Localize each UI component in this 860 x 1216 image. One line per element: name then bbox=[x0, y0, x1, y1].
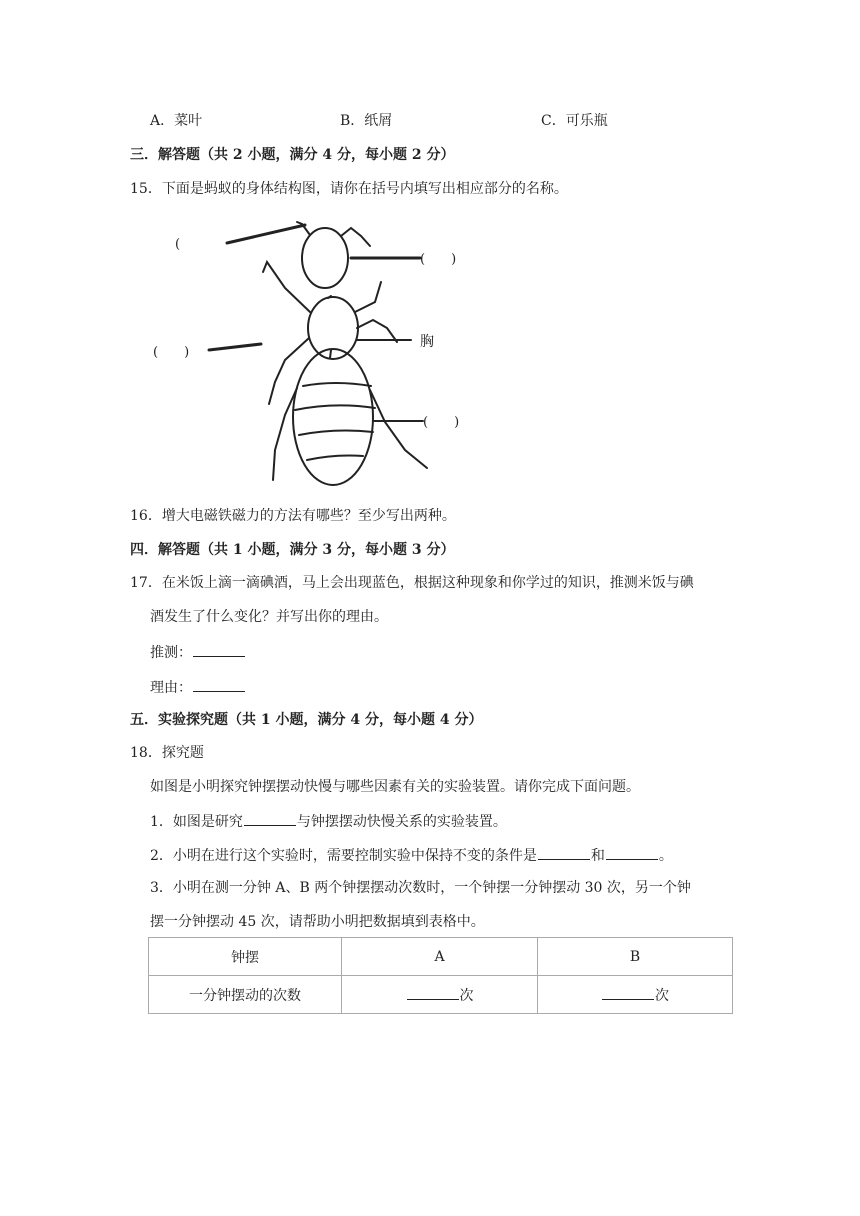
part2-after: 。 bbox=[658, 848, 673, 864]
reason-label: 理由： bbox=[150, 680, 192, 696]
guess-blank[interactable] bbox=[193, 642, 245, 657]
question-18-part1 bbox=[150, 811, 507, 832]
part2-blank-2[interactable] bbox=[606, 845, 658, 860]
part2-blank-1[interactable] bbox=[538, 845, 590, 860]
label-left-mid: ( ) bbox=[153, 345, 190, 360]
part1-after: 与钟摆摆动快慢关系的实验装置。 bbox=[296, 814, 507, 830]
cell-a-unit: 次 bbox=[459, 987, 474, 1004]
question-17-line1: 17．在米饭上滴一滴碘酒，马上会出现蓝色，根据这种现象和你学过的知识，推测米饭与碘 bbox=[130, 575, 694, 591]
reason-blank[interactable] bbox=[193, 677, 245, 692]
section-5-title: 五．实验探究题（共 1 小题，满分 4 分，每小题 4 分） bbox=[130, 712, 483, 728]
part1-blank[interactable] bbox=[244, 811, 296, 826]
question-17-line2: 酒发生了什么变化？并写出你的理由。 bbox=[150, 609, 388, 625]
label-chest: 胸 bbox=[420, 334, 434, 350]
question-18-intro: 如图是小明探究钟摆摆动快慢与哪些因素有关的实验装置。请你完成下面问题。 bbox=[150, 779, 640, 795]
header-a: A bbox=[342, 938, 538, 976]
option-a: A．菜叶 bbox=[150, 113, 203, 129]
cell-b bbox=[538, 976, 733, 1014]
section-3-title: 三．解答题（共 2 小题，满分 4 分，每小题 2 分） bbox=[130, 147, 455, 163]
cell-a bbox=[342, 976, 538, 1014]
cell-b-blank[interactable] bbox=[602, 985, 654, 1000]
option-b: B．纸屑 bbox=[340, 113, 393, 129]
question-18-part2 bbox=[150, 845, 673, 866]
ant-body-diagram bbox=[145, 210, 495, 495]
table-row bbox=[149, 976, 733, 1014]
table-header-row bbox=[149, 938, 733, 976]
label-left-top: ( bbox=[175, 237, 181, 252]
guess-row bbox=[150, 642, 246, 663]
ant-head bbox=[302, 228, 348, 288]
cell-b-unit: 次 bbox=[655, 987, 669, 1004]
part1-before: 1．如图是研究 bbox=[150, 814, 243, 830]
option-c: C．可乐瓶 bbox=[541, 113, 608, 129]
question-18-title: 18．探究题 bbox=[130, 745, 204, 761]
question-18-part3-line2: 摆一分钟摆动 45 次，请帮助小明把数据填到表格中。 bbox=[150, 914, 485, 930]
guess-label: 推测： bbox=[150, 645, 192, 661]
cell-a-blank[interactable] bbox=[407, 985, 459, 1000]
ant-abdomen bbox=[293, 349, 373, 485]
question-18-part3-line1: 3．小明在测一分钟 A、B 两个钟摆摆动次数时，一个钟摆一分钟摆动 30 次，另一个钟 bbox=[150, 880, 691, 896]
header-pendulum: 钟摆 bbox=[149, 938, 342, 976]
label-right-top: ( ) bbox=[420, 252, 457, 267]
part2-mid: 和 bbox=[590, 848, 605, 864]
row-label: 一分钟摆动的次数 bbox=[149, 976, 342, 1014]
part2-before: 2．小明在进行这个实验时，需要控制实验中保持不变的条件是 bbox=[150, 848, 537, 864]
header-b: B bbox=[538, 938, 733, 976]
question-16: 16．增大电磁铁磁力的方法有哪些？至少写出两种。 bbox=[130, 508, 456, 524]
reason-row bbox=[150, 677, 246, 698]
label-right-bottom: ( ) bbox=[423, 415, 460, 430]
question-15: 15．下面是蚂蚁的身体结构图，请你在括号内填写出相应部分的名称。 bbox=[130, 181, 568, 197]
pendulum-table bbox=[148, 937, 733, 1014]
section-4-title: 四．解答题（共 1 小题，满分 3 分，每小题 3 分） bbox=[130, 542, 455, 558]
